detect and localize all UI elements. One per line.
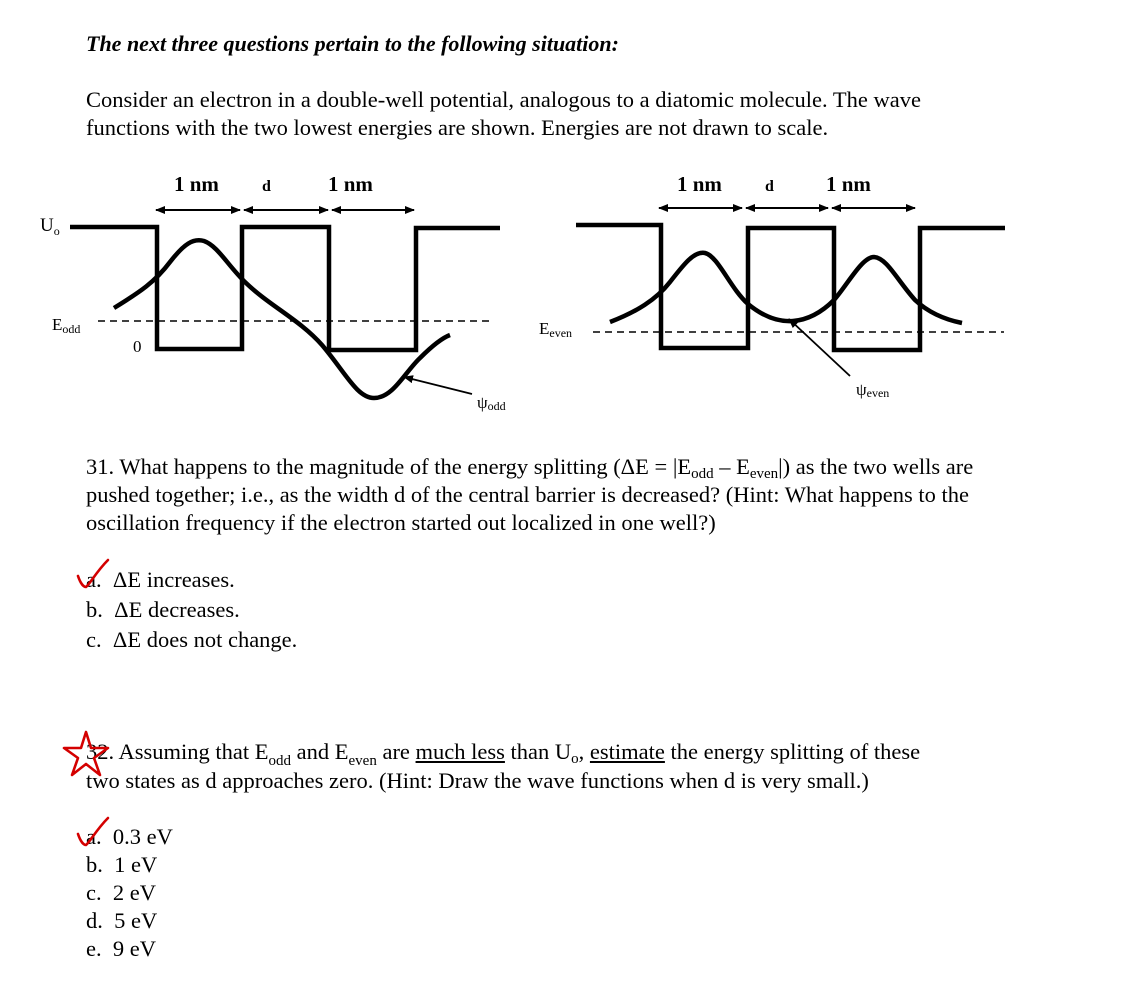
q32-option-a[interactable]: a. 0.3 eV	[86, 824, 173, 849]
left-gap-label: d	[262, 178, 271, 195]
q31-checkmark-icon	[74, 556, 114, 592]
right-width-label-1: 1 nm	[677, 172, 722, 196]
psi-odd-pointer-arrow	[404, 377, 472, 394]
u0-label: $U_o$	[40, 215, 60, 238]
left-width-label-1: 1 nm	[174, 172, 219, 196]
left-width-label-2: 1 nm	[328, 172, 373, 196]
q32-option-b[interactable]: b. 1 eV	[86, 852, 158, 877]
q32-star-mark-icon	[60, 728, 112, 780]
q31-line-1: 31. What happens to the magnitude of the energy splitting $(\Delta E = |E_{odd} - E_{even}|)$ as the two wells are	[86, 454, 974, 482]
e-odd-label: Eodd	[52, 315, 81, 336]
psi-even-pointer-arrow	[789, 319, 850, 376]
q31-option-b[interactable]: b. ΔE decreases.	[86, 597, 240, 622]
q32-line-1: 32. Assuming that $E_{odd}$ and $E_{even}$ are much less than $U_o$, estimate the energy splitting of these	[86, 739, 921, 769]
right-gap-label: d	[765, 178, 774, 195]
q31-line-2: pushed together; i.e., as the width d of the central barrier is decreased? (Hint: What happens to the	[86, 482, 970, 507]
right-width-label-2: 1 nm	[826, 172, 871, 196]
psi-even-label: ψeven	[856, 380, 890, 400]
q31-option-c[interactable]: c. ΔE does not change.	[86, 627, 298, 652]
q31-option-a[interactable]: a. ΔE increases.	[86, 567, 235, 592]
section-heading: The next three questions pertain to the following situation:	[86, 31, 619, 56]
q31-line-3: oscillation frequency if the electron started out localized in one well?)	[86, 510, 716, 535]
double-well-diagram	[0, 160, 1121, 430]
intro-line-2: functions with the two lowest energies are shown. Energies are not drawn to scale.	[86, 115, 829, 140]
e-even-label: Eeven	[539, 319, 573, 340]
psi-odd-label: ψodd	[477, 393, 506, 413]
psi-odd-curve	[114, 240, 450, 398]
even-state-diagram	[539, 172, 1005, 400]
zero-label: 0	[133, 337, 142, 356]
odd-state-diagram	[40, 172, 506, 413]
q32-checkmark-icon	[74, 814, 114, 850]
q32-option-c[interactable]: c. 2 eV	[86, 880, 156, 905]
q32-option-e[interactable]: e. 9 eV	[86, 936, 156, 961]
intro-line-1: Consider an electron in a double-well potential, analogous to a diatomic molecule. The wave	[86, 87, 921, 112]
q32-line-2: two states as d approaches zero. (Hint: Draw the wave functions when d is very small.)	[86, 768, 869, 793]
q32-option-d[interactable]: d. 5 eV	[86, 908, 158, 933]
left-potential-well	[70, 227, 500, 350]
